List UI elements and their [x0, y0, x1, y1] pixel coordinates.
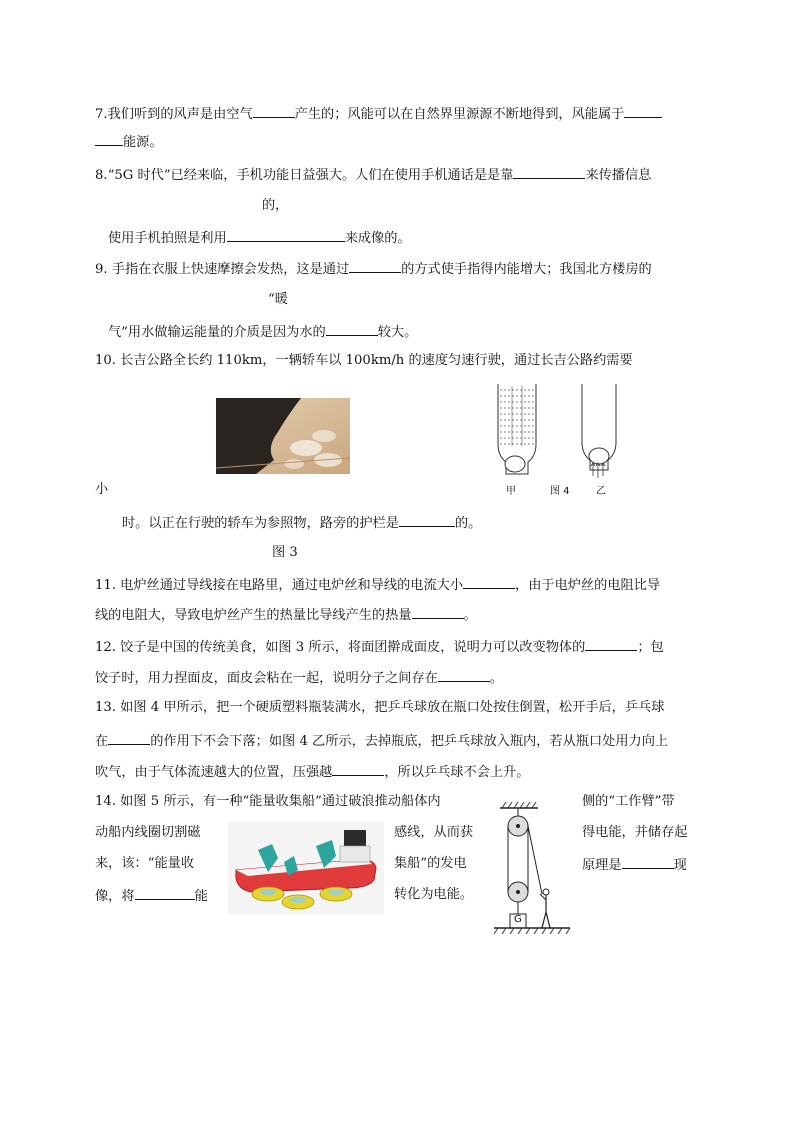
- q14-row3-left: 来，该：“能量收: [95, 856, 195, 871]
- q9-line1: 9. 手指在衣服上快速摩擦会发热，这是通过 的方式使手指得内能增大；我国北方楼房的: [95, 259, 652, 279]
- figure-3-dumpling-photo: [216, 398, 350, 474]
- pulley-system-figure: [492, 794, 572, 936]
- q11-line2: 线的电阻大，导致电炉丝产生的热量比导线产生的热量 。: [95, 605, 477, 625]
- figure-3-caption: 图 3: [272, 545, 298, 560]
- q13-line3: 吹气，由于气体流速越大的位置，压强越 ，所以乒乓球不会上升。: [95, 762, 529, 782]
- q8-line2: 的，: [262, 198, 289, 213]
- figure-4-caption: 图 4: [550, 486, 570, 497]
- q11-blank-2[interactable]: [412, 605, 464, 619]
- q10-line2: 小: [95, 482, 109, 497]
- figure-4-label-yi: 乙: [596, 486, 606, 497]
- q7-line1: 7.我们听到的风声是由空气 产生的；风能可以在自然界里源源不断地得到，风能属于: [95, 104, 662, 124]
- q9-line2: “暖: [268, 292, 288, 307]
- bottle-diagram: [490, 384, 630, 482]
- q12-line1: 12. 饺子是中国的传统美食，如图 3 所示，将面团擀成面皮，说明力可以改变物体的 ；包: [95, 637, 664, 657]
- q8-line3: 使用手机拍照是利用 来成像的。: [108, 228, 411, 248]
- q9-blank-2[interactable]: [326, 322, 378, 336]
- q11-line1: 11. 电炉丝通过导线接在电路里，通过电炉丝和导线的电流大小 ，由于电炉丝的电阻比导: [95, 575, 660, 595]
- q14-row2-mid: 感线，从而获: [394, 825, 474, 840]
- q14-blank-1[interactable]: [622, 855, 674, 869]
- bottle-yi: [582, 384, 616, 478]
- q7-blank-2a[interactable]: [624, 104, 662, 118]
- q14-row4-left: 像，将 能: [95, 886, 208, 906]
- q13-line1: 13. 如图 4 甲所示，把一个硬质塑料瓶装满水，把乒乓球放在瓶口处按住倒置，松开手后，乒乓球: [95, 700, 665, 715]
- q10-line1: 10. 长吉公路全长约 110km，一辆轿车以 100km/h 的速度匀速行驶，通过长吉公路约需要: [95, 353, 633, 368]
- q7-blank-2b[interactable]: [95, 132, 123, 146]
- dough-photo-image: [216, 398, 350, 474]
- pulley-diagram: [492, 794, 572, 936]
- q7-blank-1[interactable]: [253, 104, 295, 118]
- q14-blank-2[interactable]: [135, 886, 195, 900]
- q9-line3: 气”用水做输运能量的介质是因为水的 较大。: [108, 322, 417, 342]
- pulley-weight-label: G: [514, 914, 522, 925]
- q13-line2: 在 的作用下不会下落；如图 4 乙所示，去掉瓶底，把乒乓球放入瓶内，若从瓶口处用力向上: [95, 731, 668, 751]
- q13-blank-1[interactable]: [108, 731, 150, 745]
- q14-row4-mid: 转化为电能。: [394, 887, 474, 902]
- q14-row2-left: 动船内线圈切割磁: [95, 825, 201, 840]
- q13-blank-2[interactable]: [332, 762, 384, 776]
- q8-line1: 8.“5G 时代”已经来临，手机功能日益强大。人们在使用手机通话是是靠 来传播信息: [95, 165, 651, 185]
- q14-row3-right: 原理是 现: [582, 855, 687, 875]
- q14-row1-right: 侧的“工作臂”带: [582, 794, 675, 809]
- q12-blank-2[interactable]: [438, 668, 490, 682]
- q12-line2: 饺子时，用力捏面皮，面皮会粘在一起，说明分子之间存在 。: [95, 668, 503, 688]
- figure-4-label-jia: 甲: [506, 486, 516, 497]
- q14-row1-left: 14. 如图 5 所示，有一种“能量收集船”通过破浪推动船体内: [95, 794, 441, 809]
- figure-5-boat: [228, 822, 384, 914]
- q7-line2: 能源。: [95, 132, 163, 152]
- q9-blank-1[interactable]: [349, 259, 401, 273]
- q12-blank-1[interactable]: [585, 637, 637, 651]
- q11-blank-1[interactable]: [463, 575, 515, 589]
- q10-line3: 时。以正在行驶的轿车为参照物，路旁的护栏是 的。: [122, 513, 481, 533]
- q8-blank-2[interactable]: [227, 228, 345, 242]
- q14-row2-right: 得电能，并储存起: [582, 825, 688, 840]
- q14-row3-mid: 集船”的发电: [394, 856, 467, 871]
- bottle-jia: [498, 384, 536, 474]
- q10-blank-1[interactable]: [399, 513, 455, 527]
- energy-boat-image: [228, 822, 384, 914]
- q8-blank-1[interactable]: [513, 165, 585, 179]
- figure-4-bottles: [490, 384, 630, 482]
